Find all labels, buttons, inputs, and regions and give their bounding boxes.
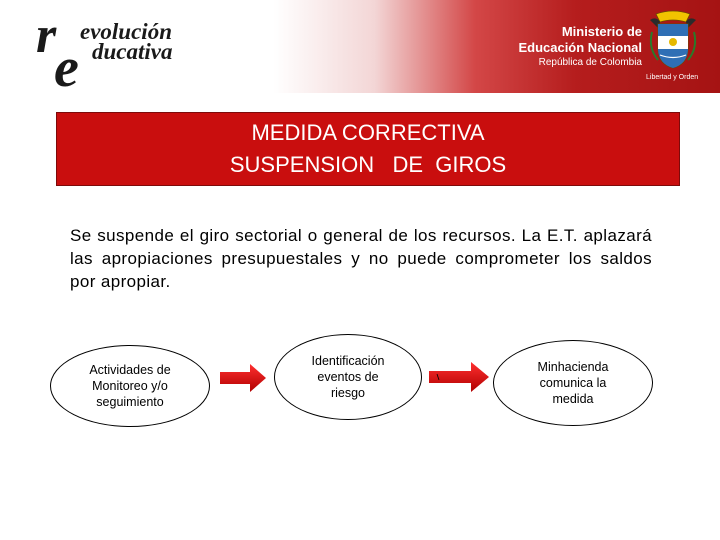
flow-step-risk-identification [274, 334, 422, 420]
logo-letter-e: e [54, 37, 79, 99]
flow-step-line: riesgo [330, 386, 366, 400]
ministry-line3: República de Colombia [538, 57, 642, 68]
flow-arrow-right-icon [429, 362, 489, 392]
title-line2: SUSPENSION DE GIROS [229, 152, 507, 177]
flow-step-line: medida [552, 392, 594, 406]
flow-step-line: Identificación [311, 354, 385, 368]
title-banner [56, 112, 680, 186]
ministry-line1: Ministerio de [561, 24, 642, 39]
logo-text-line2: ducativa [92, 39, 173, 64]
flow-step-line: eventos de [317, 370, 379, 384]
ministry-line2: Educación Nacional [518, 40, 642, 55]
ministry-name [518, 24, 642, 70]
description-paragraph: Se suspende el giro sectorial o general de los recursos. La E.T. aplazará las apropiaciones presupuestales y no puede comprometer los saldos por apropiar. [70, 226, 652, 291]
flow-step-line: seguimiento [96, 395, 164, 409]
flow-arrow-right-icon [220, 364, 266, 392]
logo-text-line1: evolución [80, 19, 172, 44]
flow-step-monitoring [50, 345, 210, 427]
motto-text: Libertad y Orden [646, 74, 699, 81]
flow-step-line: Actividades de [89, 363, 171, 377]
revolucion-educativa-logo [36, 7, 196, 99]
logo-letter-r: r [36, 7, 57, 64]
flow-step-line: comunica la [539, 376, 607, 390]
flow-step-minhacienda [493, 340, 653, 426]
header-band [0, 0, 720, 99]
coat-of-arms-icon [646, 8, 700, 72]
flow-step-line: Monitoreo y/o [92, 379, 168, 393]
title-line1: MEDIDA CORRECTIVA [251, 120, 485, 145]
flow-step-line: Minhacienda [537, 360, 609, 374]
